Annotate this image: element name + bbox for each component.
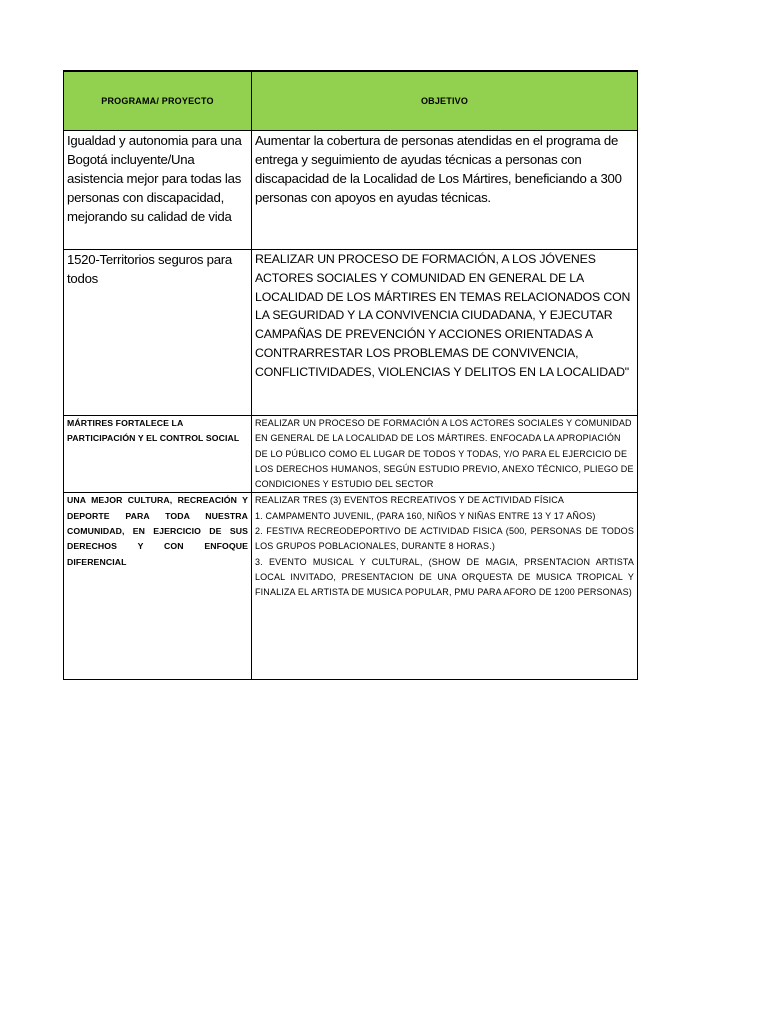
header-objective: OBJETIVO	[252, 71, 638, 131]
objective-line: 2. FESTIVA RECREODEPORTIVO DE ACTIVIDAD FISICA (500, PERSONAS DE TODOS LOS GRUPOS POBLACIONALES, DURANTE 8 HORAS.)	[255, 526, 634, 552]
objective-line: 1. CAMPAMENTO JUVENIL, (PARA 160, NIÑOS Y NIÑAS ENTRE 13 Y 17 AÑOS)	[255, 510, 596, 521]
program-cell: Igualdad y autonomia para una Bogotá incluyente/Una asistencia mejor para todas las personas con discapacidad, mejorando su calidad de vida	[64, 131, 252, 250]
program-cell: 1520-Territorios seguros para todos	[64, 250, 252, 416]
header-row	[64, 71, 638, 131]
objective-cell	[252, 493, 638, 680]
table-row	[64, 416, 638, 493]
table-row	[64, 250, 638, 416]
objective-line: REALIZAR TRES (3) EVENTOS RECREATIVOS Y DE ACTIVIDAD FÍSICA	[255, 495, 565, 506]
objective-line: 3. EVENTO MUSICAL Y CULTURAL, (SHOW DE MAGIA, PRSENTACION ARTISTA LOCAL INVITADO, PRESENTACION DE UNA ORQUESTA DE MUSICA TROPICAL Y FINALIZA EL ARTISTA DE MUSICA POPULAR, PMU PARA AFORO DE 1200 PERSONAS)	[255, 556, 634, 598]
table-row	[64, 131, 638, 250]
objective-cell: REALIZAR UN PROCESO DE FORMACIÓN A LOS ACTORES SOCIALES Y COMUNIDAD EN GENERAL DE LA LOCALIDAD DE LOS MÁRTIRES. ENFOCADA LA APROPIACIÓN DE LO PÚBLICO COMO EL LUGAR DE TODOS Y TODAS, Y/O PARA EL EJERCICIO DE LOS DERECHOS HUMANOS, SEGÚN ESTUDIO PREVIO, ANEXO TÉCNICO, PLIEGO DE CONDICIONES Y ESTUDIO DEL SECTOR	[252, 416, 638, 493]
header-program: PROGRAMA/ PROYECTO	[64, 71, 252, 131]
table-row	[64, 493, 638, 680]
program-cell: MÁRTIRES FORTALECE LA PARTICIPACIÓN Y EL CONTROL SOCIAL	[64, 416, 252, 493]
programs-table	[63, 70, 638, 680]
objective-cell: Aumentar la cobertura de personas atendidas en el programa de entrega y seguimiento de ayudas técnicas a personas con discapacidad de la Localidad de Los Mártires, beneficiando a 300 personas con apoyos en ayudas técnicas.	[252, 131, 638, 250]
objective-cell: REALIZAR UN PROCESO DE FORMACIÓN, A LOS JÓVENES ACTORES SOCIALES Y COMUNIDAD EN GENERAL DE LA LOCALIDAD DE LOS MÁRTIRES EN TEMAS RELACIONADOS CON LA SEGURIDAD Y LA CONVIVENCIA CIUDADANA, Y EJECUTAR CAMPAÑAS DE PREVENCIÓN Y ACCIONES ORIENTADAS A CONTRARRESTAR LOS PROBLEMAS DE CONVIVENCIA, CONFLICTIVIDADES, VIOLENCIAS Y DELITOS EN LA LOCALIDAD"	[252, 250, 638, 416]
program-cell: UNA MEJOR CULTURA, RECREACIÓN Y DEPORTE PARA TODA NUESTRA COMUNIDAD, EN EJERCICIO DE SUS DERECHOS Y CON ENFOQUE DIFERENCIAL	[64, 493, 252, 680]
